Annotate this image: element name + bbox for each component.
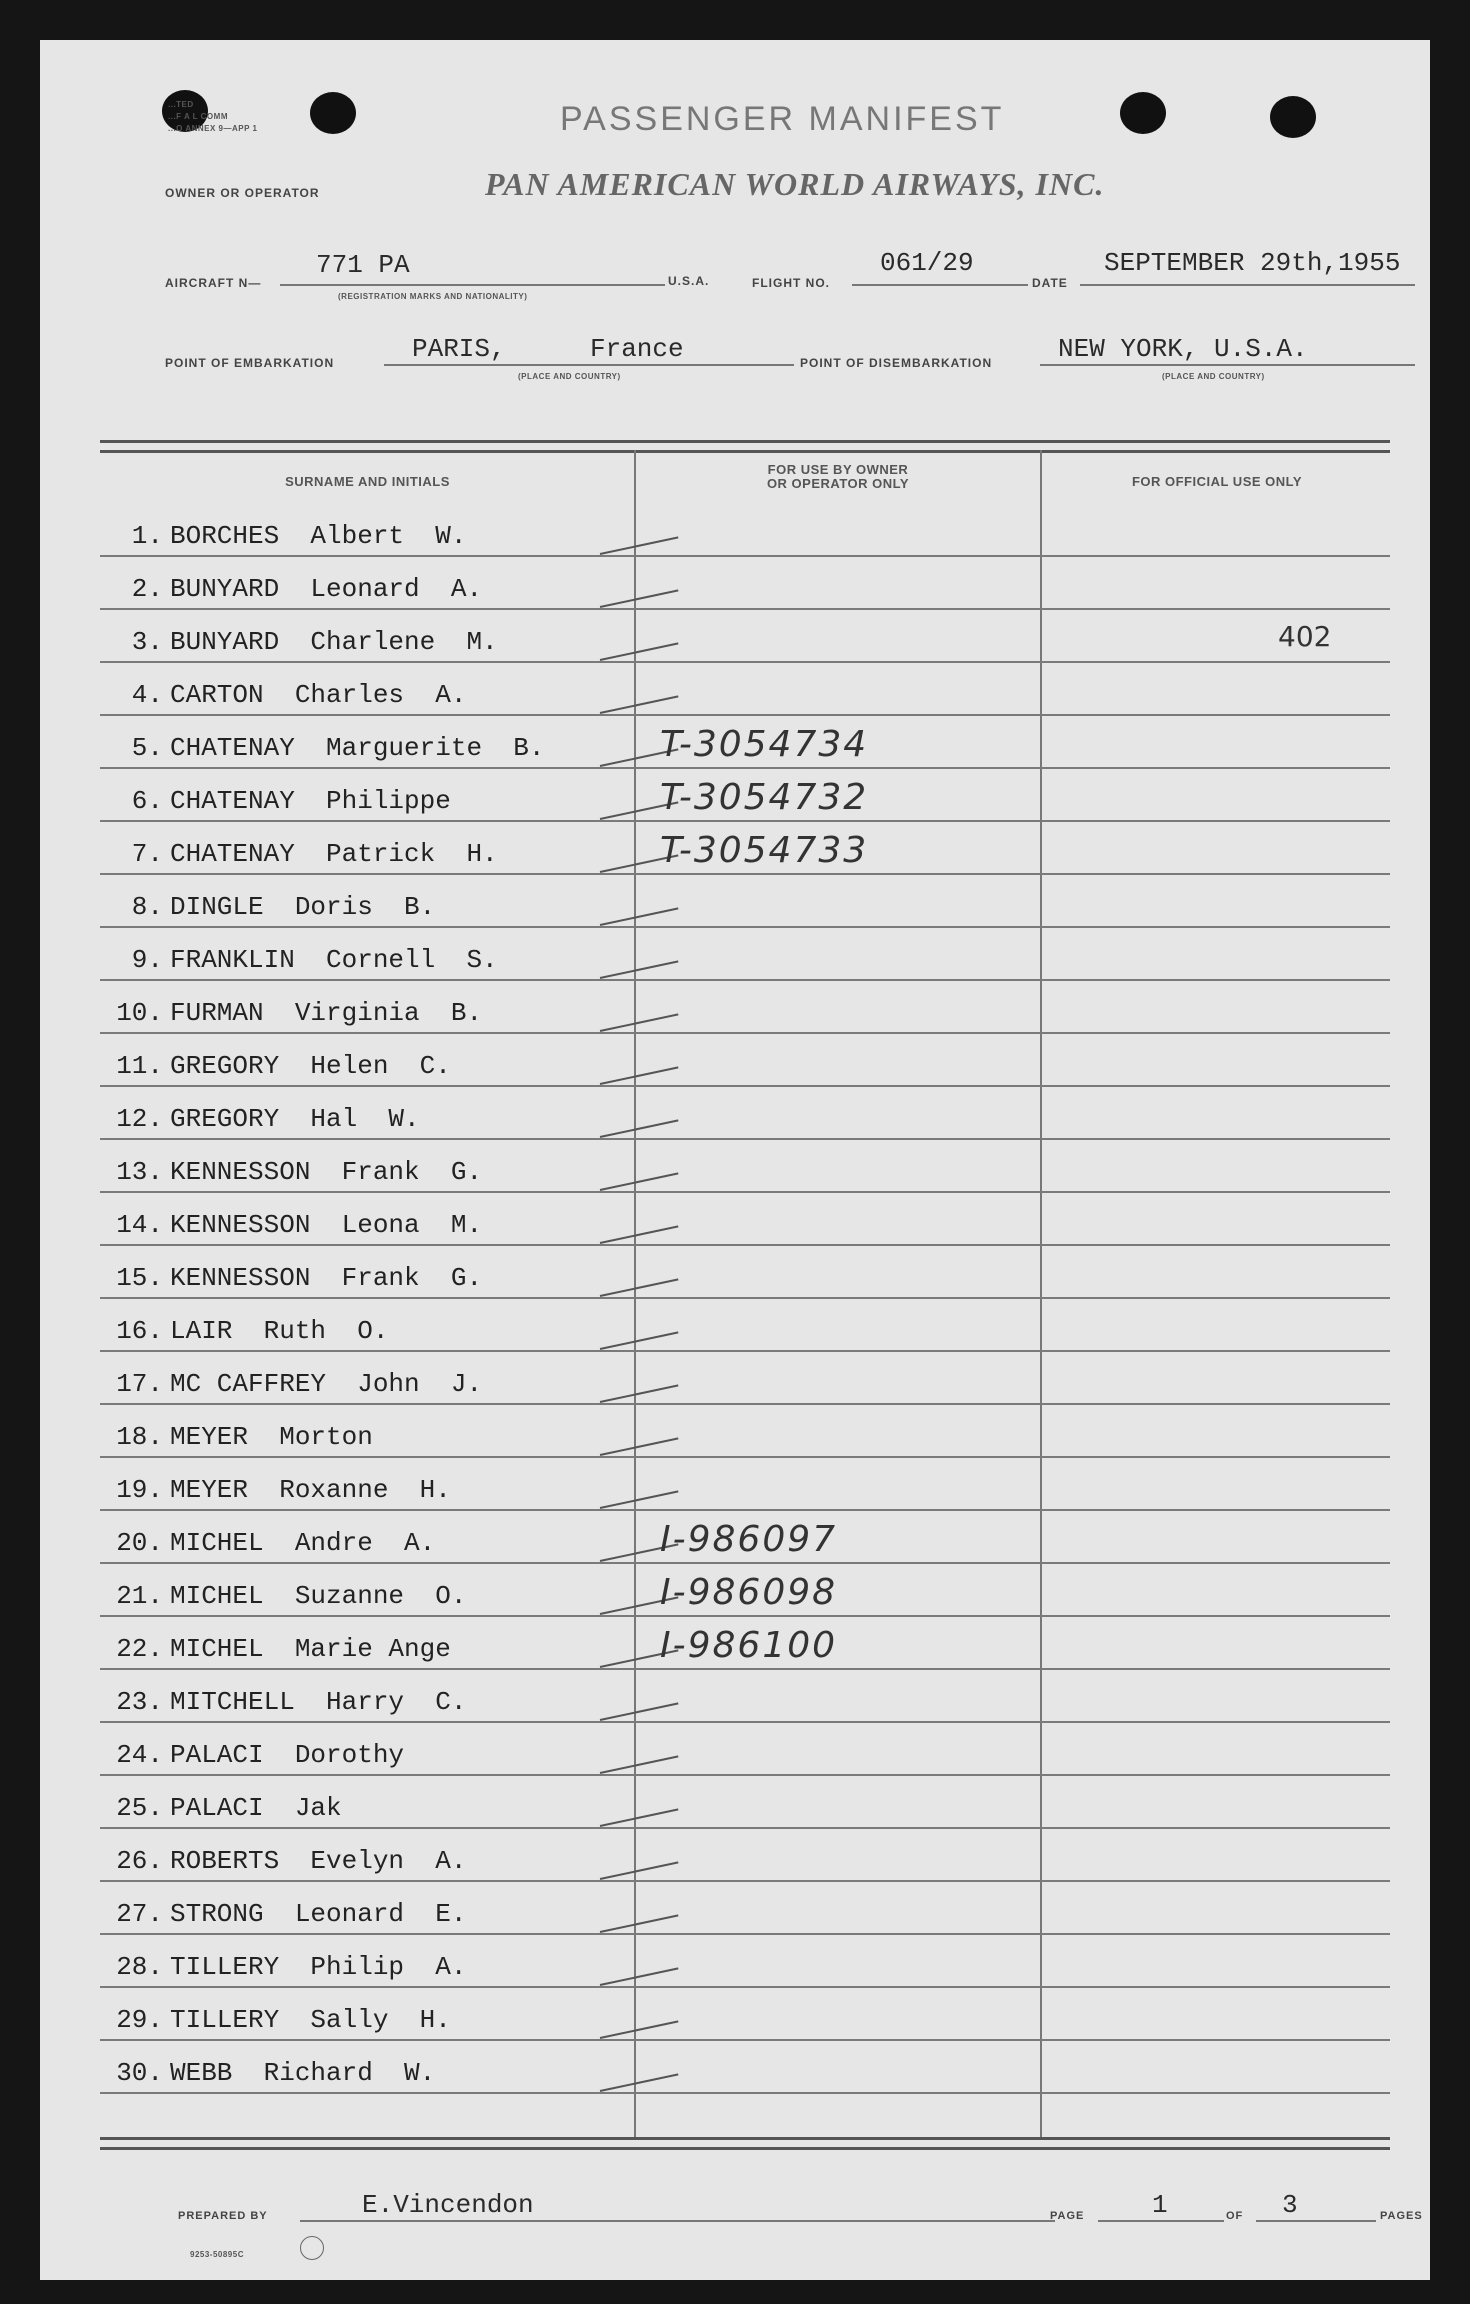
passenger-name: BUNYARD Leonard A. [170,574,483,604]
table-row [100,1138,1390,1193]
table-row [100,979,1390,1034]
passenger-number: 3. [131,627,163,657]
column-header-owner-use-1: FOR USE BY OWNER [767,462,909,477]
checkmark-icon [600,1384,679,1403]
pages-label: PAGES [1380,2210,1423,2222]
passenger-name: MICHEL Marie Ange [170,1634,451,1664]
official-note: 402 [1278,620,1332,653]
passenger-name: TILLERY Sally H. [170,2005,451,2035]
passenger-number: 10. [116,998,163,1028]
passenger-name: KENNESSON Frank G. [170,1157,483,1187]
table-row [100,1085,1390,1140]
checkmark-icon [600,695,679,714]
printer-stamp-icon [300,2236,324,2260]
prepared-by-label: PREPARED BY [178,2210,268,2222]
table-row [100,1350,1390,1405]
passenger-number: 26. [116,1846,163,1876]
table-row [100,502,1390,557]
passenger-number: 12. [116,1104,163,1134]
table-row [100,1933,1390,1988]
passenger-name: MITCHELL Harry C. [170,1687,467,1717]
embarkation-country: France [590,334,684,364]
passenger-number: 7. [131,839,163,869]
passenger-number: 1. [131,521,163,551]
checkmark-icon [600,1225,679,1244]
nationality: U.S.A. [668,274,710,288]
date-value: SEPTEMBER 29th,1955 [1104,248,1401,278]
passport-note: T-3054734 [660,724,869,765]
aircraft-value: 771 PA [316,250,410,280]
checkmark-icon [600,1013,679,1032]
aircraft-label: AIRCRAFT N— [165,276,262,290]
passenger-number: 25. [116,1793,163,1823]
table-row [100,926,1390,981]
passenger-number: 18. [116,1422,163,1452]
passenger-number: 5. [131,733,163,763]
passenger-number: 15. [116,1263,163,1293]
table-row [100,1032,1390,1087]
checkmark-icon [600,1437,679,1456]
passenger-number: 8. [131,892,163,922]
passenger-name: CHATENAY Philippe [170,786,451,816]
passenger-number: 22. [116,1634,163,1664]
punch-hole [1120,92,1166,134]
table-row [100,1403,1390,1458]
passenger-number: 30. [116,2058,163,2088]
checkmark-icon [600,1490,679,1509]
passenger-name: MICHEL Suzanne O. [170,1581,467,1611]
checkmark-icon [600,1967,679,1986]
passenger-number: 20. [116,1528,163,1558]
aircraft-sub: (REGISTRATION MARKS AND NATIONALITY) [338,292,528,301]
passenger-name: BORCHES Albert W. [170,521,467,551]
flight-value: 061/29 [880,248,974,278]
passenger-name: CHATENAY Patrick H. [170,839,498,869]
passenger-name: LAIR Ruth O. [170,1316,389,1346]
table-row [100,1562,1390,1617]
passenger-number: 27. [116,1899,163,1929]
of-label: OF [1226,2210,1244,2222]
passenger-name: WEBB Richard W. [170,2058,436,2088]
page-total: 3 [1282,2190,1298,2220]
form-code: 9253-50895C [190,2250,244,2259]
date-label: DATE [1032,276,1068,290]
disembarkation-sub: (PLACE AND COUNTRY) [1162,372,1265,381]
passenger-number: 4. [131,680,163,710]
table-row [100,1774,1390,1829]
passenger-name: FURMAN Virginia B. [170,998,483,1028]
checkmark-icon [600,1702,679,1721]
passport-note: T-3054733 [660,830,869,871]
checkmark-icon [600,1861,679,1880]
checkmark-icon [600,536,679,555]
table-row [100,1244,1390,1299]
checkmark-icon [600,1278,679,1297]
table-row [100,1721,1390,1776]
passenger-number: 9. [131,945,163,975]
table-row [100,608,1390,663]
checkmark-icon [600,1331,679,1350]
passenger-name: ROBERTS Evelyn A. [170,1846,467,1876]
table-row [100,2039,1390,2094]
passenger-name: PALACI Dorothy [170,1740,405,1770]
owner-label: OWNER OR OPERATOR [165,186,320,200]
form-reference-line: ...F A L COMM [168,112,228,121]
passenger-name: TILLERY Philip A. [170,1952,467,1982]
column-header-official-use: FOR OFFICIAL USE ONLY [1131,474,1303,489]
table-row [100,555,1390,610]
form-reference-line: ...TED [168,100,194,109]
table-row [100,1880,1390,1935]
prepared-by-value: E.Vincendon [362,2190,534,2220]
table-row [100,661,1390,716]
embarkation-label: POINT OF EMBARKATION [165,356,335,370]
column-header-surname: SURNAME AND INITIALS [285,474,450,489]
passenger-name: MEYER Roxanne H. [170,1475,451,1505]
checkmark-icon [600,1755,679,1774]
table-row [100,1509,1390,1564]
passenger-name: GREGORY Hal W. [170,1104,420,1134]
passenger-number: 14. [116,1210,163,1240]
passenger-number: 16. [116,1316,163,1346]
passport-note: T-3054732 [660,777,869,818]
table-row [100,1668,1390,1723]
checkmark-icon [600,1808,679,1827]
passenger-number: 6. [131,786,163,816]
table-row [100,1456,1390,1511]
disembarkation-label: POINT OF DISEMBARKATION [800,356,993,370]
checkmark-icon [600,1066,679,1085]
checkmark-icon [600,960,679,979]
passport-note: I-986100 [660,1625,838,1666]
punch-hole [310,92,356,134]
table-row [100,1191,1390,1246]
passport-note: I-986097 [660,1519,838,1560]
passenger-name: MICHEL Andre A. [170,1528,436,1558]
owner-value: PAN AMERICAN WORLD AIRWAYS, INC. [485,166,1105,202]
checkmark-icon [600,589,679,608]
passenger-number: 19. [116,1475,163,1505]
table-row [100,1297,1390,1352]
table-top-border [100,440,1390,453]
passenger-number: 28. [116,1952,163,1982]
passenger-number: 17. [116,1369,163,1399]
column-header-owner-use-2: OR OPERATOR ONLY [766,476,910,491]
passenger-name: KENNESSON Leona M. [170,1210,483,1240]
form-title: PASSENGER MANIFEST [560,100,1005,138]
passenger-name: STRONG Leonard E. [170,1899,467,1929]
table-row [100,1827,1390,1882]
passenger-number: 13. [116,1157,163,1187]
checkmark-icon [600,1914,679,1933]
checkmark-icon [600,642,679,661]
embarkation-city: PARIS, [412,334,506,364]
passenger-number: 24. [116,1740,163,1770]
passenger-number: 23. [116,1687,163,1717]
passport-note: I-986098 [660,1572,838,1613]
checkmark-icon [600,2073,679,2092]
embarkation-sub: (PLACE AND COUNTRY) [518,372,621,381]
passenger-number: 11. [116,1051,163,1081]
passenger-name: DINGLE Doris B. [170,892,436,922]
table-bottom-border [100,2137,1390,2150]
flight-label: FLIGHT NO. [752,276,830,290]
passenger-name: CARTON Charles A. [170,680,467,710]
table-row [100,1986,1390,2041]
passenger-name: PALACI Jak [170,1793,342,1823]
passenger-name: KENNESSON Frank G. [170,1263,483,1293]
form-reference-line: ...O ANNEX 9—APP 1 [168,124,258,133]
table-row [100,714,1390,769]
passenger-name: FRANKLIN Cornell S. [170,945,498,975]
table-row [100,767,1390,822]
disembarkation-value: NEW YORK, U.S.A. [1058,334,1308,364]
checkmark-icon [600,1119,679,1138]
passenger-name: MC CAFFREY John J. [170,1369,483,1399]
passenger-number: 21. [116,1581,163,1611]
checkmark-icon [600,907,679,926]
passenger-name: BUNYARD Charlene M. [170,627,498,657]
passenger-name: CHATENAY Marguerite B. [170,733,545,763]
passenger-name: MEYER Morton [170,1422,373,1452]
checkmark-icon [600,2020,679,2039]
passenger-name: GREGORY Helen C. [170,1051,451,1081]
table-row [100,1615,1390,1670]
table-row [100,820,1390,875]
checkmark-icon [600,1172,679,1191]
punch-hole [1270,96,1316,138]
table-row [100,873,1390,928]
page-label: PAGE [1050,2210,1085,2222]
page-number: 1 [1152,2190,1168,2220]
passenger-number: 2. [131,574,163,604]
passenger-number: 29. [116,2005,163,2035]
